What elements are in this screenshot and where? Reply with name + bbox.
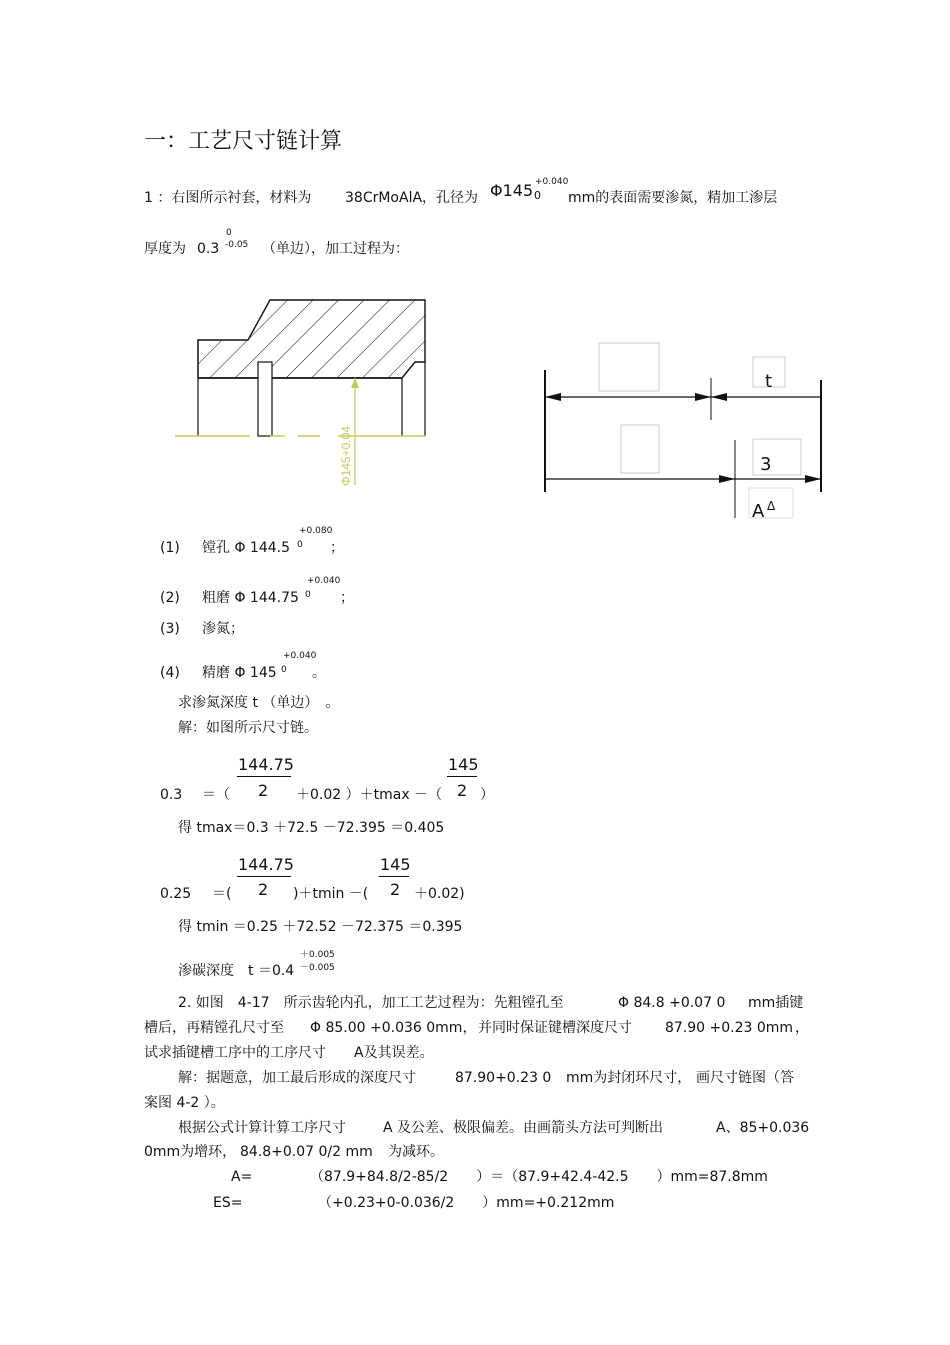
p2-l2-c: 并同时保证键槽深度尺寸 [478,1020,632,1036]
eq1-den2: 2 [457,781,468,800]
p1-intro-a: 1 ：右图所示衬套，材料为 [144,190,312,206]
p2-l2-e: ， [795,1020,809,1036]
p2-l1-b: Φ 84.8 +0.07 0 [618,995,726,1011]
p1-material: 38CrMoAlA [345,190,423,206]
p1-final-lower: －0.005 [300,963,335,973]
eq2-open: ＝( [212,886,232,902]
p1-thick-tol-lower: -0.05 [225,240,249,250]
p2-l7-a: 0mm为增环， [144,1144,237,1160]
p2-l4-a: 解：据题意，加工最后形成的深度尺寸 [178,1070,416,1086]
page-title: 一：工艺尺寸链计算 [144,129,343,154]
p2-l4-d: 画尺寸链图（答 [696,1070,794,1086]
p1-intro-b: ，孔径为 [422,190,478,206]
p2-l6-b: A 及公差、极限偏差。由画箭头方法可判断出 [383,1120,664,1136]
p1-line2-a: 厚度为 [144,241,186,257]
p2-l8-a: A= [231,1169,253,1185]
eq2-num1: 144.75 [238,855,294,874]
eq2-num2: 145 [380,855,411,874]
p2-l6-c: A、85+0.036 [716,1120,810,1136]
drawing-diameter-label: Φ145+0.04 [339,426,353,486]
p1-thick-value: 0.3 [197,241,220,257]
p2-l3: 试求插键槽工序中的工序尺寸 A及其误差。 [144,1045,434,1061]
p2-l4-b: 87.90+0.23 0 [455,1070,552,1086]
step-3-text: 渗氮； [202,621,244,637]
chain-label-t: t [765,371,773,392]
eq1-mid: ＋0.02 ）＋tmax －（ [296,787,443,803]
p1-intro-c: mm的表面需要渗氮，精加工渗层 [568,190,778,206]
step-4-end: 。 [312,665,326,681]
p1-thick-tol-upper: 0 [226,228,232,238]
eq1-lhs: 0.3 [160,787,183,803]
p2-l7-b: 84.8+0.07 0/2 mm [240,1144,373,1160]
p2-l6-a: 根据公式计算计算工序尺寸 [178,1120,346,1136]
p2-l1-a: 2. 如图 4-17 所示齿轮内孔，加工工艺过程为：先粗镗孔至 [178,995,564,1011]
eq1-den1: 2 [258,781,269,800]
step-1-text: 镗孔 Φ 144.5 [202,540,290,556]
p2-l2-b: Φ 85.00 +0.036 0mm， [310,1020,477,1036]
step-1-upper: +0.080 [299,526,333,536]
eq1-frac1-bar [237,776,291,777]
eq2-frac2-bar [379,876,409,877]
p1-final: 渗碳深度 t ＝0.4 [178,963,295,979]
p1-result-1: 得 tmax＝0.3 ＋72.5 －72.395 ＝0.405 [178,820,445,836]
p2-l2-a: 槽后，再精镗孔尺寸至 [144,1020,284,1036]
chain-label-3: 3 [760,454,772,475]
step-2-end: ； [340,590,354,606]
dimension-chain-diagram [535,340,835,510]
chain-label-A: A [752,501,765,522]
p2-l2-d: 87.90 +0.23 0mm [665,1020,794,1036]
p2-l9-a: ES= [213,1195,243,1211]
eq1-frac2-bar [447,776,477,777]
eq1-num2: 145 [448,755,479,774]
eq2-close: ＋0.02) [414,886,465,902]
bushing-section-drawing [170,290,450,490]
chain-label-delta: Δ [767,499,776,513]
step-4-num: (4) [160,665,180,681]
p2-l7-c: 为减环。 [388,1144,444,1160]
step-4-lower: 0 [281,665,287,675]
p1-hole-tol-upper: +0.040 [535,177,569,187]
p1-ask: 求渗氮深度 t （单边） 。 [178,695,340,711]
step-2-lower: 0 [305,590,311,600]
p2-l9-b: （+0.23+0-0.036/2 ）mm=+0.212mm [318,1195,615,1211]
step-1-end: ； [330,540,344,556]
p1-line2-b: （单边），加工过程为： [262,241,409,257]
eq1-num1: 144.75 [238,755,294,774]
p1-result-2: 得 tmin ＝0.25 ＋72.52 －72.375 ＝0.395 [178,919,463,935]
eq2-mid: )＋tmin －( [293,886,369,902]
p1-hole-phi: Φ145 [490,181,534,200]
step-3-num: (3) [160,621,180,637]
step-1-lower: 0 [297,540,303,550]
p1-solution-intro: 解：如图所示尺寸链。 [178,720,318,736]
eq2-lhs: 0.25 [160,886,192,902]
step-2-num: (2) [160,590,180,606]
p2-l8-b: （87.9+84.8/2-85/2 ）＝（87.9+42.4-42.5 ）mm=87.8mm [310,1169,768,1185]
p2-l1-c: mm插键 [748,995,804,1011]
eq2-den1: 2 [258,880,269,899]
step-4-upper: +0.040 [283,651,317,661]
p2-l5: 案图 4-2 ）。 [144,1095,225,1111]
eq1-close: ） [480,787,494,803]
eq2-frac1-bar [237,876,291,877]
p2-l4-c: mm为封闭环尺寸， [566,1070,692,1086]
step-4-text: 精磨 Φ 145 [202,665,277,681]
step-2-text: 粗磨 Φ 144.75 [202,590,299,606]
step-2-upper: +0.040 [307,576,341,586]
step-1-num: (1) [160,540,180,556]
p1-hole-tol-lower: 0 [534,189,541,202]
eq1-open: ＝（ [202,787,230,803]
p1-final-upper: ＋0.005 [300,950,335,960]
eq2-den2: 2 [390,880,401,899]
